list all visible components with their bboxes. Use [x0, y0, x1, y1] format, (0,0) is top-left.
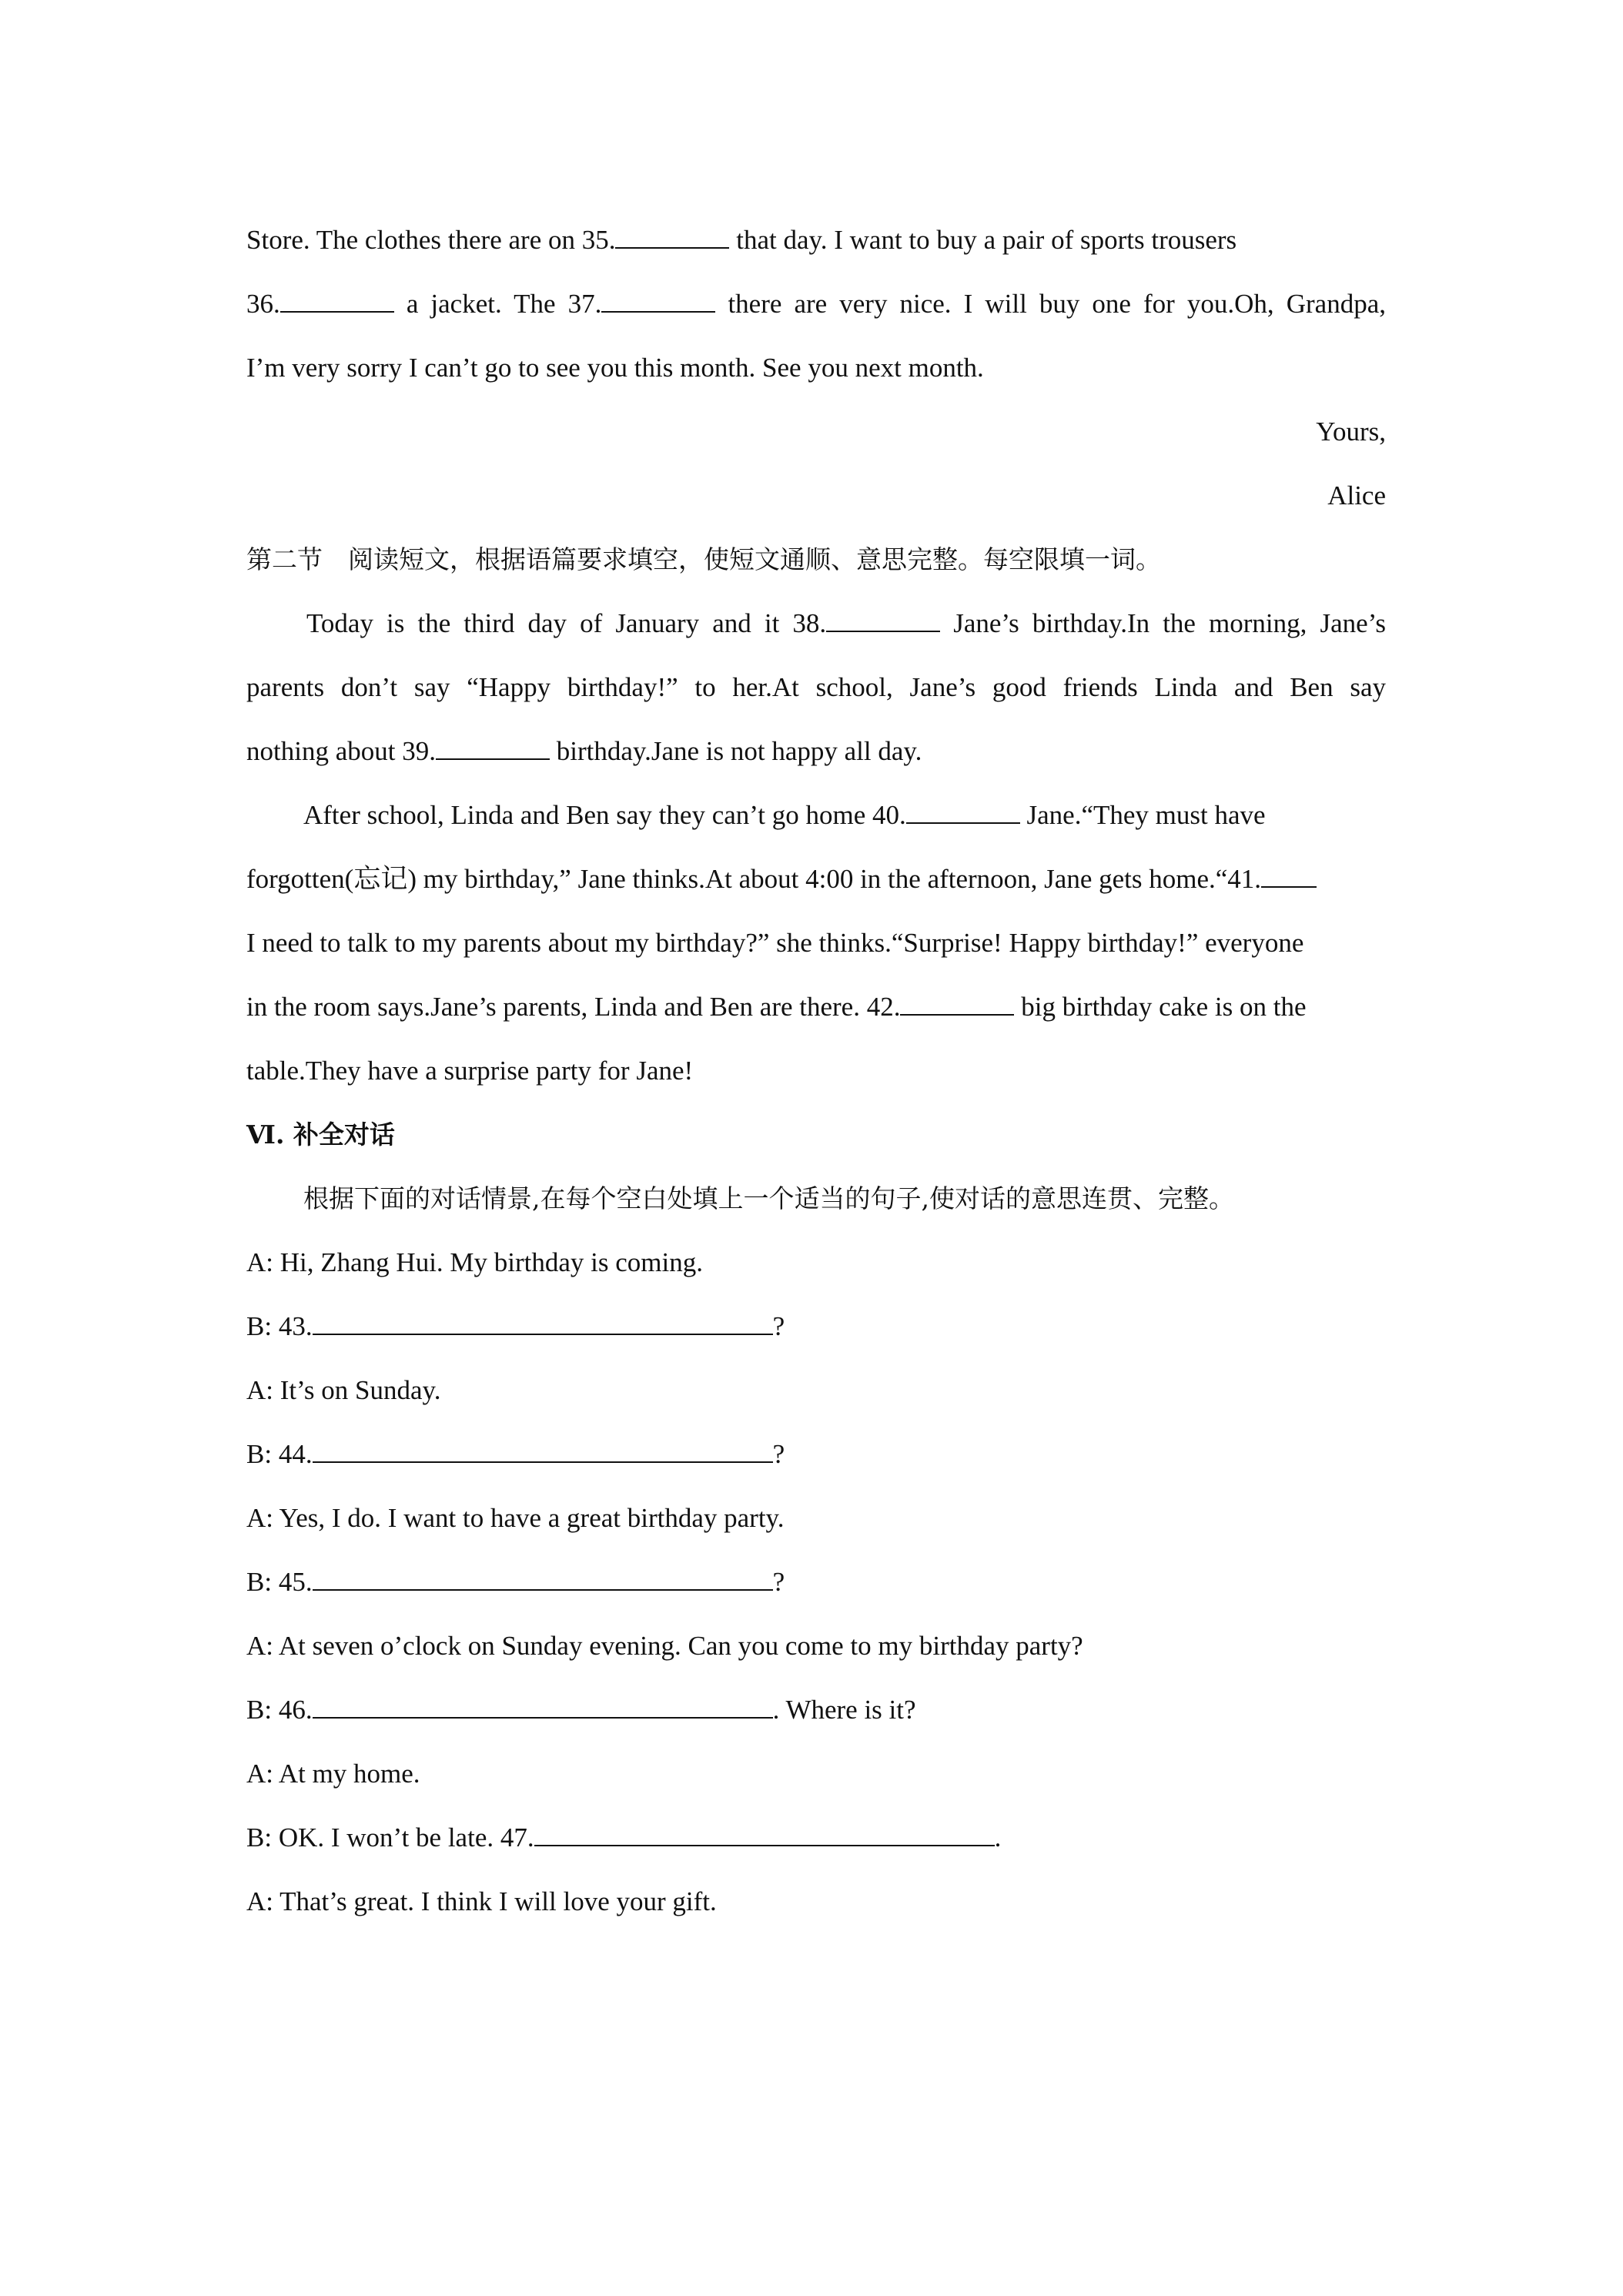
letter-line-2: 36. a jacket. The 37. there are very nice. I will buy one for you.Oh, Grandpa,	[246, 289, 1386, 319]
letter-closing: Yours,	[1316, 417, 1386, 447]
blank-36[interactable]	[280, 288, 394, 313]
dialogue-line-11: A: That’s great. I think I will love your gift.	[246, 1886, 717, 1916]
dialogue-line-7: A: At seven o’clock on Sunday evening. Can you come to my birthday party?	[246, 1631, 1083, 1661]
letter-signature: Alice	[1327, 480, 1386, 510]
blank-35[interactable]	[615, 224, 729, 249]
page-content	[246, 208, 1386, 1933]
blank-41[interactable]	[1261, 863, 1317, 888]
passage-p2-line-5: table.They have a surprise party for Jane!	[246, 1056, 694, 1086]
blank-47[interactable]	[534, 1822, 995, 1846]
blank-46[interactable]	[313, 1694, 773, 1719]
blank-45[interactable]	[313, 1566, 773, 1591]
blank-38[interactable]	[826, 607, 940, 632]
letter-line-3: I’m very sorry I can’t go to see you this month. See you next month.	[246, 353, 984, 383]
blank-43[interactable]	[313, 1310, 773, 1335]
dialogue-line-6: B: 45. ?	[246, 1567, 785, 1597]
section6-instruction: 根据下面的对话情景,在每个空白处填上一个适当的句子,使对话的意思连贯、完整。	[303, 1183, 1234, 1213]
blank-37[interactable]	[601, 288, 715, 313]
dialogue-line-1: A: Hi, Zhang Hui. My birthday is coming.	[246, 1247, 704, 1277]
blank-44[interactable]	[313, 1438, 773, 1463]
dialogue-line-10: B: OK. I won’t be late. 47. .	[246, 1822, 1002, 1853]
blank-42[interactable]	[900, 991, 1014, 1016]
passage-p1-line-2: parents don’t say “Happy birthday!” to her.At school, Jane’s good friends Linda and Ben say	[246, 672, 1386, 702]
dialogue-line-8: B: 46. . Where is it?	[246, 1695, 916, 1725]
letter-line-1: Store. The clothes there are on 35. that day. I want to buy a pair of sports trousers	[246, 225, 1237, 255]
dialogue-line-2: B: 43. ?	[246, 1311, 785, 1341]
section6-heading: Ⅵ. 补全对话	[246, 1120, 395, 1150]
dialogue-line-9: A: At my home.	[246, 1759, 420, 1789]
blank-39[interactable]	[436, 735, 550, 760]
section2-heading: 第二节 阅读短文，根据语篇要求填空，使短文通顺、意思完整。每空限填一词。	[246, 544, 1161, 574]
dialogue-line-3: A: It’s on Sunday.	[246, 1375, 441, 1405]
dialogue-line-5: A: Yes, I do. I want to have a great birthday party.	[246, 1503, 785, 1533]
passage-p2-line-4: in the room says.Jane’s parents, Linda and Ben are there. 42. big birthday cake is on the	[246, 992, 1307, 1022]
passage-p2-line-2: forgotten(忘记) my birthday,” Jane thinks.At about 4:00 in the afternoon, Jane gets home.“41.	[246, 847, 1386, 911]
passage-p2-line-1: After school, Linda and Ben say they can’t go home 40. Jane.“They must have	[303, 800, 1266, 830]
passage-p2-line-3: I need to talk to my parents about my birthday?” she thinks.“Surprise! Happy birthday!” everyone	[246, 928, 1304, 958]
passage-p1-line-1: Today is the third day of January and it 38. Jane’s birthday.In the morning, Jane’s	[306, 608, 1386, 638]
dialogue-line-4: B: 44. ?	[246, 1439, 785, 1469]
passage-p1-line-3: nothing about 39. birthday.Jane is not happy all day.	[246, 736, 922, 766]
blank-40[interactable]	[906, 799, 1020, 824]
